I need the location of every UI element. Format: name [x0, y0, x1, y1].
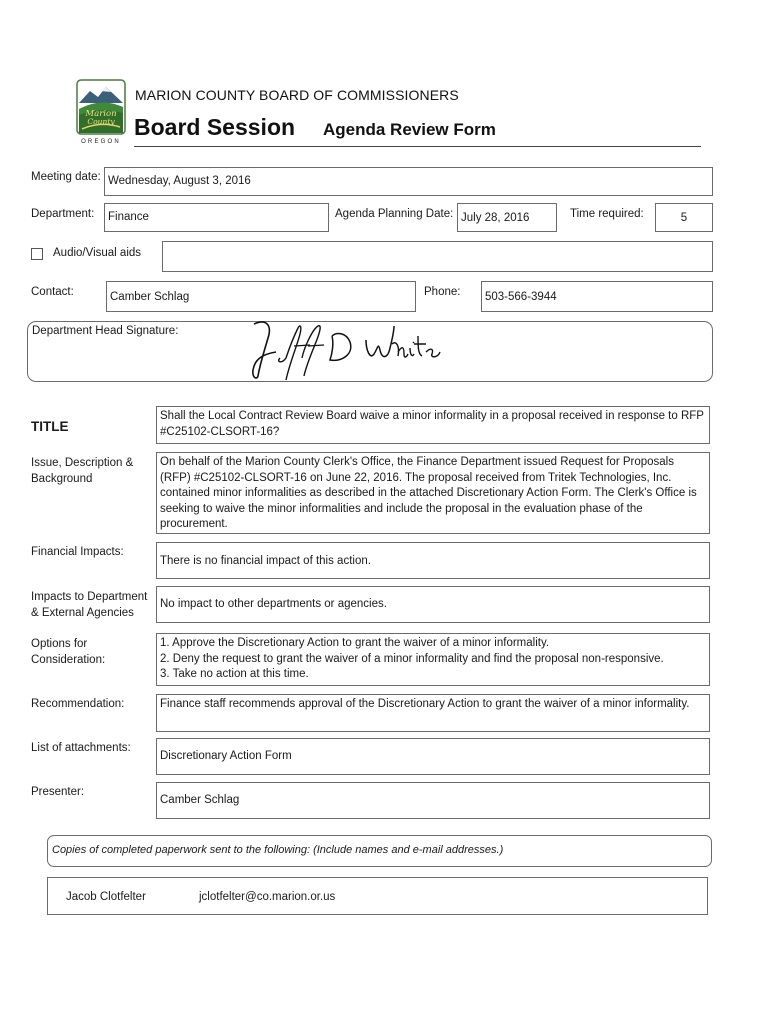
contact-value: Camber Schlag — [110, 291, 190, 303]
meeting-date-field[interactable] — [104, 167, 713, 196]
attachments-value: Discretionary Action Form — [160, 750, 292, 762]
recommendation-field[interactable] — [156, 694, 710, 732]
option-item: 3. Take no action at this time. — [160, 668, 309, 680]
svg-text:County: County — [87, 117, 115, 126]
agenda-planning-date-field[interactable] — [457, 203, 557, 232]
option-item: 2. Deny the request to grant the waiver of a minor informality and find the proposal non-responsive. — [160, 652, 664, 665]
department-head-signature — [242, 318, 442, 384]
issue-label-line2: Background — [31, 472, 93, 485]
signature-box[interactable] — [27, 321, 713, 382]
financial-impacts-label: Financial Impacts: — [31, 546, 124, 558]
header-divider — [134, 146, 701, 147]
audio-visual-label: Audio/Visual aids — [53, 247, 142, 259]
issue-label-line1: Issue, Description & — [31, 457, 134, 469]
presenter-field[interactable] — [156, 782, 710, 819]
marion-county-logo — [76, 79, 126, 145]
impacts-label-line2: & External Agencies — [31, 606, 134, 619]
contact-field[interactable] — [106, 281, 416, 312]
recipient-name: Jacob Clotfelter — [66, 891, 146, 903]
audio-visual-field[interactable] — [162, 241, 713, 272]
form-title-sub: Agenda Review Form — [323, 120, 496, 139]
signature-label: Department Head Signature: — [32, 325, 179, 337]
svg-text:OREGON: OREGON — [81, 139, 121, 145]
title-field[interactable] — [156, 406, 710, 444]
department-field[interactable] — [104, 203, 329, 232]
phone-field[interactable] — [481, 281, 713, 312]
recommendation-label: Recommendation: — [31, 698, 125, 710]
time-required-value: 5 — [680, 212, 688, 224]
title-value: Shall the Local Contract Review Board waive a minor informality in a proposal received in response to RFP #C25102-CLSORT-16? — [160, 410, 704, 438]
financial-impacts-field[interactable] — [156, 542, 710, 579]
contact-label: Contact: — [31, 286, 74, 298]
options-label-line1: Options for — [31, 638, 88, 650]
svg-text:Marion: Marion — [85, 109, 117, 119]
options-label — [31, 637, 105, 668]
options-label-line2: Consideration: — [31, 653, 106, 666]
department-value: Finance — [108, 211, 149, 223]
impacts-field[interactable] — [156, 586, 710, 623]
time-required-label: Time required: — [570, 208, 644, 220]
copies-note-label: Copies of completed paperwork sent to the following: (Include names and e-mail addresses.) — [52, 844, 504, 856]
issue-field[interactable] — [156, 452, 710, 534]
option-item: 1. Approve the Discretionary Action to grant the waiver of a minor informality. — [160, 637, 550, 649]
issue-label — [31, 456, 133, 487]
options-field[interactable] — [156, 633, 710, 686]
org-name: MARION COUNTY BOARD OF COMMISSIONERS — [135, 87, 459, 103]
impacts-label — [31, 590, 147, 621]
copies-recipients-field[interactable] — [47, 877, 708, 915]
attachments-label: List of attachments: — [31, 742, 131, 754]
recipient-email: jclotfelter@co.marion.or.us — [199, 891, 336, 903]
department-label: Department: — [31, 208, 95, 220]
meeting-date-value: Wednesday, August 3, 2016 — [108, 175, 251, 187]
presenter-label: Presenter: — [31, 786, 85, 798]
copies-note-box — [47, 835, 712, 867]
impacts-label-line1: Impacts to Department — [31, 591, 148, 603]
issue-value: On behalf of the Marion County Clerk's Office, the Finance Department issued Request for Proposals (RFP) #C25102-CLSORT-16 on June 22, 2016. The proposal received from Tritek Technologies, Inc. contained minor informalities as described in the attached Discretionary Action Form. The Clerk's Office is seeking to waive the minor informalities and include the proposal in the evaluation phase of the procurement. — [160, 456, 697, 530]
phone-label: Phone: — [424, 286, 461, 298]
recommendation-value: Finance staff recommends approval of the Discretionary Action to grant the waiver of a minor informality. — [160, 698, 690, 710]
form-title-main: Board Session — [134, 114, 296, 140]
title-label: TITLE — [31, 419, 69, 434]
phone-value: 503-566-3944 — [485, 291, 557, 303]
meeting-date-label: Meeting date: — [31, 171, 101, 183]
time-required-field[interactable] — [655, 203, 713, 232]
impacts-value: No impact to other departments or agencies. — [160, 598, 387, 610]
financial-impacts-value: There is no financial impact of this action. — [160, 555, 371, 567]
agenda-planning-date-value: July 28, 2016 — [461, 212, 530, 224]
agenda-planning-date-label: Agenda Planning Date: — [335, 208, 454, 220]
presenter-value: Camber Schlag — [160, 794, 240, 806]
attachments-field[interactable] — [156, 738, 710, 775]
audio-visual-checkbox[interactable] — [31, 248, 43, 260]
